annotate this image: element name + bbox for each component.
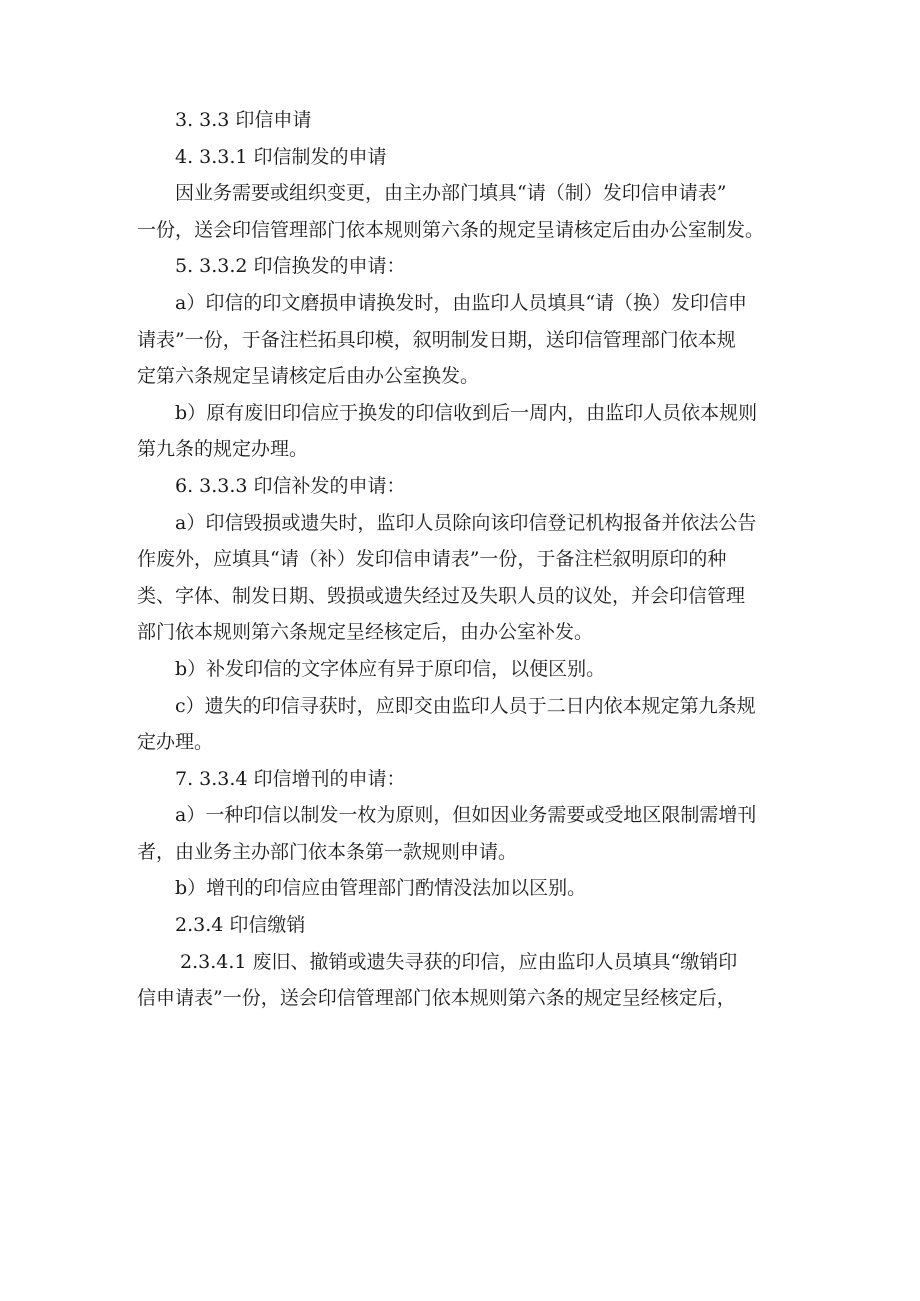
paragraph-line: 作废外，应填具“请（补）发印信申请表”一份，于备注栏叙明原印的种 [137,548,727,571]
paragraph-line: 信申请表”一份，送会印信管理部门依本规则第六条的规定呈经核定后， [137,987,736,1010]
paragraph-line: a）一种印信以制发一枚为原则，但如因业务需要或受地区限制需增刊 [175,804,757,827]
paragraph-line: 第九条的规定办理。 [137,438,309,461]
paragraph-line: 4. 3.3.1 印信制发的申请 [175,145,387,168]
paragraph-line: b）原有废旧印信应于换发的印信收到后一周内，由监印人员依本规则 [175,401,758,424]
paragraph-line: b）补发印信的文字体应有异于原印信，以便区别。 [175,657,606,680]
paragraph-line: 6. 3.3.3 印信补发的申请： [175,474,406,497]
document-body [137,102,797,1017]
paragraph-line: 2.3.4 印信缴销 [175,914,306,937]
paragraph-line: b）增刊的印信应由管理部门酌情没法加以区别。 [175,877,587,900]
paragraph-line: 7. 3.3.4 印信增刊的申请： [175,767,406,790]
paragraph-line: a）印信的印文磨损申请换发时，由监印人员填具“请（换）发印信申 [175,291,748,314]
paragraph-line: 请表”一份，于备注栏拓具印模，叙明制发日期，送印信管理部门依本规 [137,328,736,351]
paragraph-line: 部门依本规则第六条规定呈经核定后，由办公室补发。 [137,621,594,644]
paragraph-line: 3. 3.3 印信申请 [175,109,312,131]
paragraph-line: a）印信毁损或遗失时，监印人员除向该印信登记机构报备并依法公告 [175,511,757,534]
paragraph-line: 者，由业务主办部门依本条第一款规则申请。 [137,840,518,863]
paragraph-line: c）遗失的印信寻获时，应即交由监印人员于二日内依本规定第九条规 [175,694,756,717]
paragraph-line: 一份，送会印信管理部门依本规则第六条的规定呈请核定后由办公室制发。 [137,218,765,241]
paragraph-line: 因业务需要或组织变更，由主办部门填具“请（制）发印信申请表” [175,182,727,205]
paragraph-line: 定第六条规定呈请核定后由办公室换发。 [137,365,480,388]
paragraph-line: 定办理。 [137,731,214,754]
paragraph-line: 类、字体、制发日期、毁损或遗失经过及失职人员的议处，并会印信管理 [137,584,746,607]
paragraph-line: 5. 3.3.2 印信换发的申请： [175,255,406,278]
paragraph-line: 2.3.4.1 废旧、撤销或遗失寻获的印信，应由监印人员填具“缴销印 [180,950,738,973]
